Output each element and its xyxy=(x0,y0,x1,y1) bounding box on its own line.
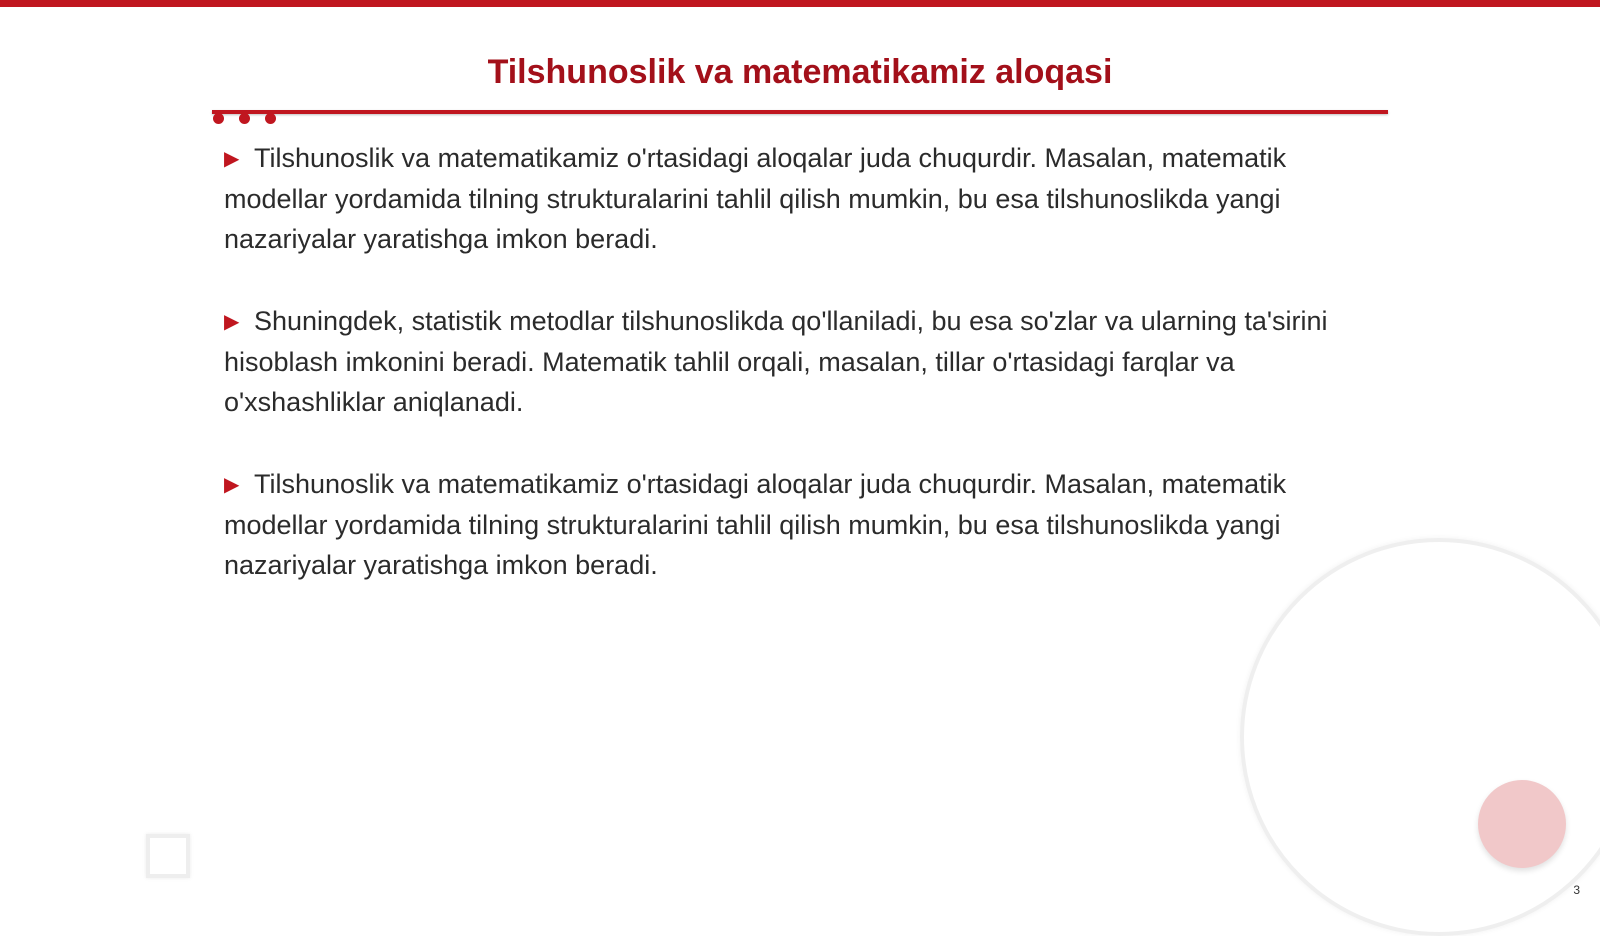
bullet-text: Shuningdek, statistik metodlar tilshunoslikda qo'llaniladi, bu esa so'zlar va ularning ta'sirini hisoblash imkonini beradi. Matematik tahlil orqali, masalan, tillar o'rtasidagi farqlar va o'xshashliklar aniqlanadi. xyxy=(224,306,1328,417)
bullet-item xyxy=(224,464,1388,585)
decor-dot xyxy=(265,113,276,124)
triangle-bullet-icon: ▶ xyxy=(224,474,240,496)
decor-disc xyxy=(1478,780,1566,868)
decor-dot xyxy=(239,113,250,124)
triangle-bullet-icon: ▶ xyxy=(224,311,240,333)
decor-dot xyxy=(213,113,224,124)
triangle-bullet-icon: ▶ xyxy=(224,148,240,170)
bullet-text: Tilshunoslik va matematikamiz o'rtasidagi aloqalar juda chuqurdir. Masalan, matematik modellar yordamida tilning strukturalarini tahlil qilish mumkin, bu esa tilshunoslikda yangi nazariyalar yaratishga imkon beradi. xyxy=(224,469,1287,580)
decor-square xyxy=(146,834,190,878)
top-accent-bar xyxy=(0,0,1600,7)
slide-title: Tilshunoslik va matematikamiz aloqasi xyxy=(487,53,1113,91)
bullet-text: Tilshunoslik va matematikamiz o'rtasidagi aloqalar juda chuqurdir. Masalan, matematik modellar yordamida tilning strukturalarini tahlil qilish mumkin, bu esa tilshunoslikda yangi nazariyalar yaratishga imkon beradi. xyxy=(224,143,1287,254)
bullet-list xyxy=(224,138,1388,627)
bullet-item xyxy=(224,138,1388,259)
title-underline xyxy=(212,110,1388,114)
page-number: 3 xyxy=(1573,883,1580,897)
bullet-item xyxy=(224,301,1388,422)
